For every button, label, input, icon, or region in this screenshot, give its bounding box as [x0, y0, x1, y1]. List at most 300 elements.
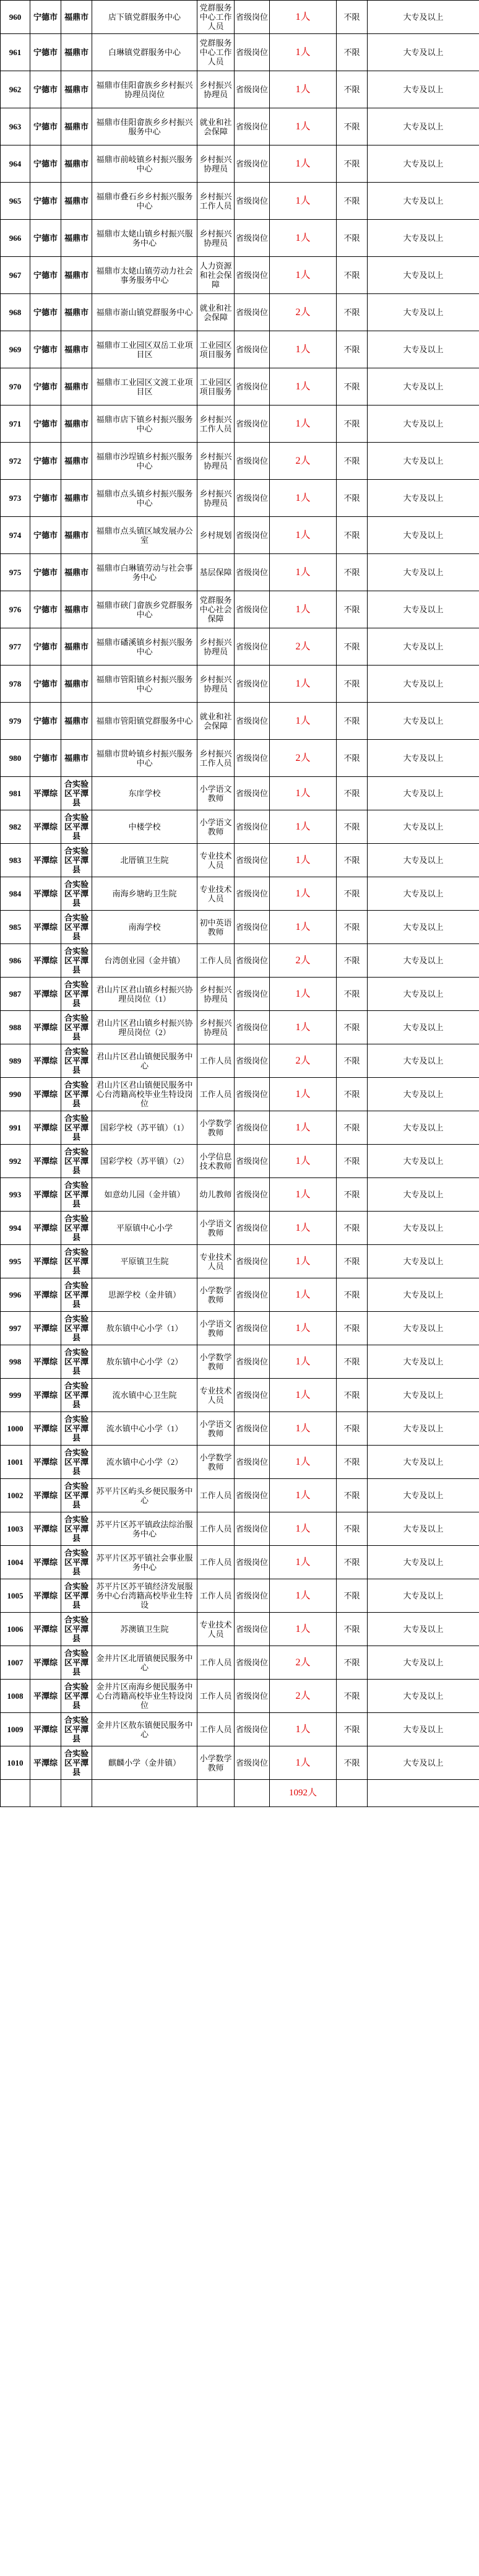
city-cell: 平潭综 — [30, 944, 61, 978]
unit-cell: 君山片区君山镇乡村振兴协理员岗位（2） — [92, 1011, 197, 1044]
major-cell: 不限 — [337, 1546, 368, 1579]
post-cell: 小学数学教师 — [197, 1345, 235, 1379]
unit-cell: 福鼎市工业园区文渡工业项目区 — [92, 368, 197, 405]
headcount-cell: 1人 — [270, 1, 337, 34]
city-cell: 宁德市 — [30, 628, 61, 666]
row-number: 965 — [1, 183, 30, 220]
unit-cell: 福鼎市太姥山镇劳动力社会事务服务中心 — [92, 257, 197, 294]
table-row — [1, 1412, 479, 1446]
unit-cell: 福鼎市硖门畲族乡党群服务中心 — [92, 591, 197, 628]
city-cell: 平潭综 — [30, 1379, 61, 1412]
city-cell: 平潭综 — [30, 1212, 61, 1245]
major-cell: 不限 — [337, 34, 368, 71]
education-cell: 大专及以上 — [368, 628, 479, 666]
education-cell: 大专及以上 — [368, 257, 479, 294]
headcount-cell: 1人 — [270, 1379, 337, 1412]
row-number: 998 — [1, 1345, 30, 1379]
level-cell: 省级岗位 — [235, 740, 270, 777]
table-row — [1, 628, 479, 666]
major-cell: 不限 — [337, 911, 368, 944]
level-cell: 省级岗位 — [235, 257, 270, 294]
education-cell: 大专及以上 — [368, 183, 479, 220]
education-cell: 大专及以上 — [368, 877, 479, 911]
headcount-cell: 1人 — [270, 480, 337, 517]
county-cell: 合实验区平潭县 — [61, 1646, 92, 1680]
headcount-cell: 1人 — [270, 554, 337, 591]
education-cell: 大专及以上 — [368, 1145, 479, 1178]
headcount-cell: 1人 — [270, 1613, 337, 1646]
headcount-cell: 1人 — [270, 978, 337, 1011]
table-row — [1, 1446, 479, 1479]
unit-cell: 苏平片区苏平镇社会事业服务中心 — [92, 1546, 197, 1579]
unit-cell: 福鼎市店下镇乡村振兴服务中心 — [92, 405, 197, 443]
major-cell: 不限 — [337, 1312, 368, 1345]
city-cell: 平潭综 — [30, 1446, 61, 1479]
major-cell: 不限 — [337, 877, 368, 911]
unit-cell: 如意幼儿园（金井镇） — [92, 1178, 197, 1212]
county-cell: 福鼎市 — [61, 183, 92, 220]
city-cell: 宁德市 — [30, 220, 61, 257]
education-cell: 大专及以上 — [368, 944, 479, 978]
education-cell: 大专及以上 — [368, 443, 479, 480]
unit-cell: 君山片区君山镇便民服务中心 — [92, 1044, 197, 1078]
city-cell: 平潭综 — [30, 877, 61, 911]
post-cell: 小学数学教师 — [197, 1746, 235, 1780]
county-cell: 福鼎市 — [61, 591, 92, 628]
post-cell: 小学数学教师 — [197, 1111, 235, 1145]
level-cell: 省级岗位 — [235, 71, 270, 108]
unit-cell: 福鼎市白琳镇劳动与社会事务中心 — [92, 554, 197, 591]
post-cell: 就业和社会保障 — [197, 108, 235, 145]
unit-cell: 思源学校（金井镇） — [92, 1278, 197, 1312]
row-number: 972 — [1, 443, 30, 480]
post-cell: 工作人员 — [197, 1512, 235, 1546]
row-number: 968 — [1, 294, 30, 331]
city-cell: 宁德市 — [30, 1, 61, 34]
level-cell: 省级岗位 — [235, 1512, 270, 1546]
unit-cell: 金井片区敖东镇便民服务中心 — [92, 1713, 197, 1746]
city-cell: 平潭综 — [30, 1111, 61, 1145]
headcount-cell: 1人 — [270, 1312, 337, 1345]
major-cell: 不限 — [337, 1446, 368, 1479]
row-number: 1010 — [1, 1746, 30, 1780]
level-cell: 省级岗位 — [235, 1278, 270, 1312]
headcount-cell: 1人 — [270, 368, 337, 405]
city-cell: 平潭综 — [30, 1011, 61, 1044]
post-cell: 幼儿教师 — [197, 1178, 235, 1212]
county-cell: 福鼎市 — [61, 34, 92, 71]
table-row — [1, 1, 479, 34]
row-number: 1003 — [1, 1512, 30, 1546]
table-row — [1, 368, 479, 405]
education-cell: 大专及以上 — [368, 1512, 479, 1546]
headcount-cell: 1人 — [270, 844, 337, 877]
row-number: 1001 — [1, 1446, 30, 1479]
unit-cell: 店下镇党群服务中心 — [92, 1, 197, 34]
level-cell: 省级岗位 — [235, 1312, 270, 1345]
major-cell: 不限 — [337, 1044, 368, 1078]
row-number: 989 — [1, 1044, 30, 1078]
education-cell: 大专及以上 — [368, 145, 479, 183]
unit-cell: 福鼎市叠石乡乡村振兴服务中心 — [92, 183, 197, 220]
headcount-cell: 2人 — [270, 1044, 337, 1078]
table-row — [1, 1512, 479, 1546]
major-cell: 不限 — [337, 944, 368, 978]
level-cell: 省级岗位 — [235, 844, 270, 877]
unit-cell: 金井片区北厝镇便民服务中心 — [92, 1646, 197, 1680]
unit-cell: 福鼎市前岐镇乡村振兴服务中心 — [92, 145, 197, 183]
unit-cell: 君山片区君山镇乡村振兴协理员岗位（1） — [92, 978, 197, 1011]
city-cell: 平潭综 — [30, 1746, 61, 1780]
headcount-cell: 1人 — [270, 220, 337, 257]
level-cell: 省级岗位 — [235, 1044, 270, 1078]
post-cell: 小学语文教师 — [197, 777, 235, 810]
city-cell: 宁德市 — [30, 480, 61, 517]
post-cell: 小学数学教师 — [197, 1278, 235, 1312]
education-cell: 大专及以上 — [368, 368, 479, 405]
city-cell: 宁德市 — [30, 294, 61, 331]
education-cell: 大专及以上 — [368, 1479, 479, 1512]
level-cell: 省级岗位 — [235, 554, 270, 591]
level-cell: 省级岗位 — [235, 1613, 270, 1646]
major-cell: 不限 — [337, 145, 368, 183]
row-number: 973 — [1, 480, 30, 517]
headcount-cell: 1人 — [270, 1479, 337, 1512]
table-row — [1, 877, 479, 911]
unit-cell: 流水镇中心卫生院 — [92, 1379, 197, 1412]
unit-cell: 国彩学校（苏平镇）（2） — [92, 1145, 197, 1178]
city-cell: 宁德市 — [30, 331, 61, 368]
city-cell: 平潭综 — [30, 1479, 61, 1512]
county-cell: 合实验区平潭县 — [61, 1379, 92, 1412]
education-cell: 大专及以上 — [368, 554, 479, 591]
level-cell: 省级岗位 — [235, 666, 270, 703]
post-cell: 工业园区项目服务 — [197, 331, 235, 368]
level-cell: 省级岗位 — [235, 1546, 270, 1579]
table-row — [1, 703, 479, 740]
row-number: 981 — [1, 777, 30, 810]
headcount-cell: 2人 — [270, 443, 337, 480]
table-row — [1, 844, 479, 877]
education-cell: 大专及以上 — [368, 1011, 479, 1044]
county-cell: 合实验区平潭县 — [61, 1613, 92, 1646]
post-cell: 乡村振兴协理员 — [197, 628, 235, 666]
post-cell: 乡村振兴协理员 — [197, 666, 235, 703]
unit-cell: 中楼学校 — [92, 810, 197, 844]
headcount-cell: 1人 — [270, 1245, 337, 1278]
education-cell: 大专及以上 — [368, 1613, 479, 1646]
unit-cell: 敖东镇中心小学（2） — [92, 1345, 197, 1379]
headcount-cell: 1人 — [270, 666, 337, 703]
education-cell: 大专及以上 — [368, 1, 479, 34]
level-cell: 省级岗位 — [235, 1111, 270, 1145]
education-cell: 大专及以上 — [368, 108, 479, 145]
headcount-cell: 2人 — [270, 294, 337, 331]
education-cell: 大专及以上 — [368, 1646, 479, 1680]
table-row — [1, 294, 479, 331]
total-row — [1, 1780, 479, 1807]
major-cell: 不限 — [337, 1479, 368, 1512]
table-row — [1, 108, 479, 145]
major-cell: 不限 — [337, 844, 368, 877]
unit-cell: 福鼎市嵛山镇党群服务中心 — [92, 294, 197, 331]
table-row — [1, 1011, 479, 1044]
county-cell: 合实验区平潭县 — [61, 1479, 92, 1512]
row-number: 974 — [1, 517, 30, 554]
county-cell: 合实验区平潭县 — [61, 1078, 92, 1111]
level-cell: 省级岗位 — [235, 703, 270, 740]
county-cell: 合实验区平潭县 — [61, 1111, 92, 1145]
table-row — [1, 1479, 479, 1512]
total-unit — [92, 1780, 197, 1807]
major-cell: 不限 — [337, 183, 368, 220]
major-cell: 不限 — [337, 1245, 368, 1278]
major-cell: 不限 — [337, 1, 368, 34]
table-row — [1, 1245, 479, 1278]
row-number: 988 — [1, 1011, 30, 1044]
county-cell: 合实验区平潭县 — [61, 1412, 92, 1446]
education-cell: 大专及以上 — [368, 405, 479, 443]
city-cell: 平潭综 — [30, 1646, 61, 1680]
headcount-cell: 1人 — [270, 1078, 337, 1111]
level-cell: 省级岗位 — [235, 34, 270, 71]
major-cell: 不限 — [337, 1111, 368, 1145]
county-cell: 福鼎市 — [61, 368, 92, 405]
total-level — [235, 1780, 270, 1807]
headcount-cell: 1人 — [270, 1212, 337, 1245]
post-cell: 基层保障 — [197, 554, 235, 591]
table-row — [1, 443, 479, 480]
level-cell: 省级岗位 — [235, 183, 270, 220]
level-cell: 省级岗位 — [235, 1379, 270, 1412]
major-cell: 不限 — [337, 810, 368, 844]
row-number: 1000 — [1, 1412, 30, 1446]
county-cell: 福鼎市 — [61, 517, 92, 554]
city-cell: 宁德市 — [30, 554, 61, 591]
table-row — [1, 1579, 479, 1613]
total-city — [30, 1780, 61, 1807]
post-cell: 小学语文教师 — [197, 810, 235, 844]
county-cell: 福鼎市 — [61, 71, 92, 108]
county-cell: 福鼎市 — [61, 666, 92, 703]
post-cell: 小学语文教师 — [197, 1212, 235, 1245]
table-row — [1, 1713, 479, 1746]
unit-cell: 苏平片区苏平镇政法综治服务中心 — [92, 1512, 197, 1546]
post-cell: 工作人员 — [197, 1546, 235, 1579]
level-cell: 省级岗位 — [235, 1680, 270, 1713]
headcount-cell: 1人 — [270, 703, 337, 740]
table-row — [1, 911, 479, 944]
table-row — [1, 331, 479, 368]
major-cell: 不限 — [337, 71, 368, 108]
county-cell: 合实验区平潭县 — [61, 978, 92, 1011]
level-cell: 省级岗位 — [235, 1245, 270, 1278]
row-number: 999 — [1, 1379, 30, 1412]
unit-cell: 福鼎市点头镇乡村振兴服务中心 — [92, 480, 197, 517]
table-row — [1, 405, 479, 443]
table-row — [1, 740, 479, 777]
city-cell: 宁德市 — [30, 666, 61, 703]
education-cell: 大专及以上 — [368, 220, 479, 257]
table-row — [1, 666, 479, 703]
city-cell: 平潭综 — [30, 1512, 61, 1546]
level-cell: 省级岗位 — [235, 294, 270, 331]
table-row — [1, 777, 479, 810]
level-cell: 省级岗位 — [235, 877, 270, 911]
table-row — [1, 71, 479, 108]
level-cell: 省级岗位 — [235, 944, 270, 978]
post-cell: 乡村规划 — [197, 517, 235, 554]
row-number: 982 — [1, 810, 30, 844]
total-count: 1092人 — [270, 1780, 337, 1807]
education-cell: 大专及以上 — [368, 1579, 479, 1613]
city-cell: 平潭综 — [30, 844, 61, 877]
major-cell: 不限 — [337, 368, 368, 405]
level-cell: 省级岗位 — [235, 480, 270, 517]
city-cell: 平潭综 — [30, 1078, 61, 1111]
county-cell: 合实验区平潭县 — [61, 1278, 92, 1312]
county-cell: 合实验区平潭县 — [61, 1746, 92, 1780]
table-row — [1, 944, 479, 978]
level-cell: 省级岗位 — [235, 1078, 270, 1111]
row-number: 1004 — [1, 1546, 30, 1579]
major-cell: 不限 — [337, 1345, 368, 1379]
city-cell: 平潭综 — [30, 1713, 61, 1746]
county-cell: 合实验区平潭县 — [61, 1579, 92, 1613]
education-cell: 大专及以上 — [368, 1178, 479, 1212]
row-number: 995 — [1, 1245, 30, 1278]
headcount-cell: 1人 — [270, 1111, 337, 1145]
city-cell: 宁德市 — [30, 183, 61, 220]
education-cell: 大专及以上 — [368, 34, 479, 71]
post-cell: 工作人员 — [197, 1713, 235, 1746]
row-number: 967 — [1, 257, 30, 294]
level-cell: 省级岗位 — [235, 108, 270, 145]
post-cell: 小学信息技术教师 — [197, 1145, 235, 1178]
table-row — [1, 480, 479, 517]
city-cell: 平潭综 — [30, 1613, 61, 1646]
row-number: 976 — [1, 591, 30, 628]
unit-cell: 金井片区南海乡便民服务中心台湾籍高校毕业生特设岗位 — [92, 1680, 197, 1713]
major-cell: 不限 — [337, 108, 368, 145]
major-cell: 不限 — [337, 591, 368, 628]
post-cell: 党群服务中心工作人员 — [197, 34, 235, 71]
major-cell: 不限 — [337, 1078, 368, 1111]
major-cell: 不限 — [337, 331, 368, 368]
row-number: 984 — [1, 877, 30, 911]
education-cell: 大专及以上 — [368, 740, 479, 777]
county-cell: 福鼎市 — [61, 480, 92, 517]
major-cell: 不限 — [337, 628, 368, 666]
row-number: 993 — [1, 1178, 30, 1212]
unit-cell: 福鼎市磻溪镇乡村振兴服务中心 — [92, 628, 197, 666]
post-cell: 乡村振兴工作人员 — [197, 405, 235, 443]
headcount-cell: 1人 — [270, 777, 337, 810]
education-cell: 大专及以上 — [368, 1412, 479, 1446]
county-cell: 福鼎市 — [61, 257, 92, 294]
post-cell: 党群服务中心工作人员 — [197, 1, 235, 34]
post-cell: 工作人员 — [197, 1479, 235, 1512]
row-number: 961 — [1, 34, 30, 71]
level-cell: 省级岗位 — [235, 1646, 270, 1680]
education-cell: 大专及以上 — [368, 1312, 479, 1345]
post-cell: 乡村振兴协理员 — [197, 1011, 235, 1044]
table-row — [1, 1044, 479, 1078]
city-cell: 平潭综 — [30, 1412, 61, 1446]
total-post — [197, 1780, 235, 1807]
education-cell: 大专及以上 — [368, 1078, 479, 1111]
headcount-cell: 1人 — [270, 145, 337, 183]
major-cell: 不限 — [337, 777, 368, 810]
city-cell: 平潭综 — [30, 777, 61, 810]
level-cell: 省级岗位 — [235, 1412, 270, 1446]
headcount-cell: 1人 — [270, 877, 337, 911]
city-cell: 平潭综 — [30, 1245, 61, 1278]
unit-cell: 福鼎市工业园区双岳工业项目区 — [92, 331, 197, 368]
table-row — [1, 220, 479, 257]
row-number: 975 — [1, 554, 30, 591]
education-cell: 大专及以上 — [368, 978, 479, 1011]
education-cell: 大专及以上 — [368, 331, 479, 368]
city-cell: 平潭综 — [30, 1680, 61, 1713]
major-cell: 不限 — [337, 1646, 368, 1680]
major-cell: 不限 — [337, 1011, 368, 1044]
row-number: 996 — [1, 1278, 30, 1312]
unit-cell: 麒麟小学（金井镇） — [92, 1746, 197, 1780]
post-cell: 工作人员 — [197, 1078, 235, 1111]
unit-cell: 苏平片区屿头乡便民服务中心 — [92, 1479, 197, 1512]
post-cell: 工作人员 — [197, 1579, 235, 1613]
headcount-cell: 1人 — [270, 1512, 337, 1546]
post-cell: 小学语文教师 — [197, 1412, 235, 1446]
city-cell: 平潭综 — [30, 1145, 61, 1178]
major-cell: 不限 — [337, 1212, 368, 1245]
table-row — [1, 1613, 479, 1646]
unit-cell: 福鼎市管阳镇党群服务中心 — [92, 703, 197, 740]
major-cell: 不限 — [337, 666, 368, 703]
city-cell: 平潭综 — [30, 911, 61, 944]
unit-cell: 福鼎市管阳镇乡村振兴服务中心 — [92, 666, 197, 703]
county-cell: 福鼎市 — [61, 220, 92, 257]
education-cell: 大专及以上 — [368, 71, 479, 108]
post-cell: 工作人员 — [197, 1646, 235, 1680]
table-row — [1, 1178, 479, 1212]
county-cell: 福鼎市 — [61, 145, 92, 183]
unit-cell: 福鼎市沙埕镇乡村振兴服务中心 — [92, 443, 197, 480]
level-cell: 省级岗位 — [235, 1446, 270, 1479]
county-cell: 合实验区平潭县 — [61, 1145, 92, 1178]
headcount-cell: 1人 — [270, 331, 337, 368]
row-number: 966 — [1, 220, 30, 257]
county-cell: 福鼎市 — [61, 108, 92, 145]
level-cell: 省级岗位 — [235, 1713, 270, 1746]
table-row — [1, 978, 479, 1011]
level-cell: 省级岗位 — [235, 810, 270, 844]
table-row — [1, 1680, 479, 1713]
post-cell: 专业技术人员 — [197, 844, 235, 877]
education-cell: 大专及以上 — [368, 666, 479, 703]
level-cell: 省级岗位 — [235, 911, 270, 944]
table-row — [1, 591, 479, 628]
county-cell: 合实验区平潭县 — [61, 1212, 92, 1245]
total-major — [337, 1780, 368, 1807]
county-cell: 合实验区平潭县 — [61, 844, 92, 877]
total-edu — [368, 1780, 479, 1807]
table-row — [1, 1379, 479, 1412]
unit-cell: 福鼎市佳阳畲族乡乡村振兴服务中心 — [92, 108, 197, 145]
row-number: 978 — [1, 666, 30, 703]
row-number: 1002 — [1, 1479, 30, 1512]
